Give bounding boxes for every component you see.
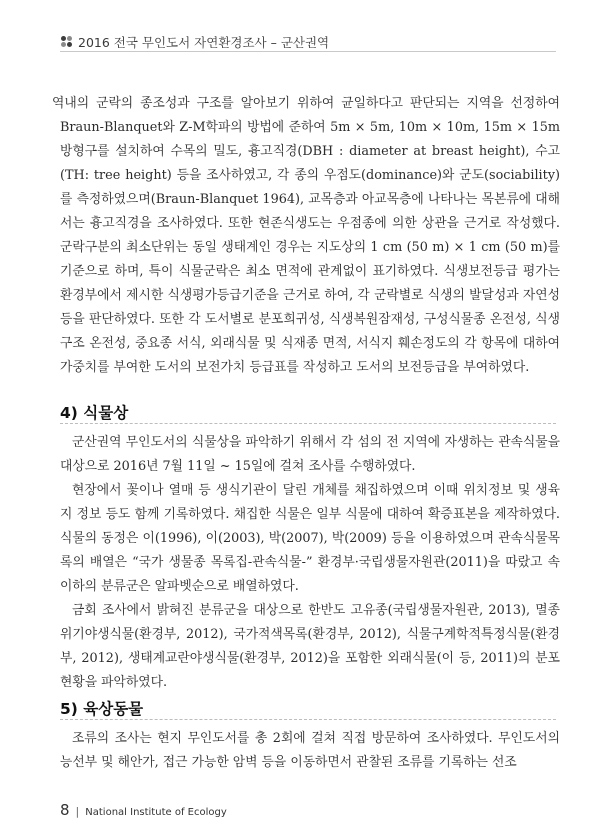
body-paragraph: 조류의 조사는 현지 무인도서를 총 2회에 걸쳐 직접 방문하여 조사하였다. 무인도서의 능선부 및 해안가, 접근 가능한 암벽 등을 이동하면서 관찰된 조류를 기록하는 선조 <box>60 731 560 770</box>
page-number: 8 <box>60 801 70 819</box>
header-bullet-icon <box>61 36 73 48</box>
header-dot <box>61 42 66 47</box>
header-dot <box>61 36 66 41</box>
running-header-title: 2016 전국 무인도서 자연환경조사 – 군산권역 <box>78 35 330 50</box>
section-heading-flora: 4) 식물상 <box>60 404 129 422</box>
body-paragraph: 금회 조사에서 밝혀진 분류군을 대상으로 한반도 고유종(국립생물자원관, 2013), 멸종위기야생식물(환경부, 2012), 국가적색목록(환경부, 2012), 식물구계학적특정식물(환경부, 2012), 생태계교란야생식물(환경부, 2012)을 포함한 외래식물(이 등, 2011)의 분포현황을 파악하였다. <box>60 603 560 690</box>
header-dot <box>67 42 72 47</box>
section-heading-terrestrial-animals: 5) 육상동물 <box>60 700 144 718</box>
body-paragraph: 군산권역 무인도서의 식물상을 파악하기 위해서 각 섬의 전 지역에 자생하는 관속식물을 대상으로 2016년 7월 11일 ~ 15일에 걸쳐 조사를 수행하였다. <box>60 435 560 474</box>
header-dot <box>67 36 72 41</box>
footer-institution: National Institute of Ecology <box>85 807 227 818</box>
page-footer <box>60 800 227 819</box>
section-divider <box>60 719 556 720</box>
section-divider <box>60 423 556 424</box>
page-header <box>0 0 616 56</box>
header-divider <box>60 51 556 52</box>
footer-separator: | <box>75 805 80 818</box>
body-paragraph: 현장에서 꽃이나 열매 등 생식기관이 달린 개체를 채집하였으며 이때 위치정보 및 생육지 정보 등도 함께 기록하였다. 채집한 식물은 일부 식물에 대하여 확증표본을 제작하였다. 식물의 동정은 이(1996), 이(2003), 박(2007), 박(2009) 등을 이용하였으며 관속식물목록의 배열은 “국가 생물종 목록집-관속식물-” 환경부·국립생물자원관(2011)을 따랐고 속 이하의 분류군은 알파벳순으로 배열하였다. <box>60 483 560 594</box>
body-paragraph: 역내의 군락의 종조성과 구조를 알아보기 위하여 균일하다고 판단되는 지역을 선정하여 Braun-Blanquet와 Z-M학파의 방법에 준하여 5m × 5m, 10m × 10m, 15m × 15m 방형구를 설치하여 수목의 밀도, 흉고직경(DBH : diameter at breast height), 수고(TH: tree height) 등을 조사하였고, 각 종의 우점도(dominance)와 군도(sociability)를 측정하였으며(Braun-Blanquet 1964), 교목층과 아교목층에 나타나는 목본류에 대해서는 흉고직경을 조사하였다. 또한 현존식생도는 우점종에 의한 상관을 근거로 작성했다. 군락구분의 최소단위는 동일 생태계인 경우는 지도상의 1 cm (50 m) × 1 cm (50 m)를 기준으로 하며, 특이 식물군락은 최소 면적에 관계없이 표기하였다. 식생보전등급 평가는 환경부에서 제시한 식생평가등급기준을 근거로 하여, 각 군락별로 식생의 발달성과 자연성 등을 판단하였다. 또한 각 도서별로 분포희귀성, 식생복원잠재성, 구성식물종 온전성, 식생구조 온전성, 중요종 서식, 외래식물 및 식재종 면적, 서식지 훼손정도의 각 항목에 대하여 가중치를 부여한 도서의 보전가치 등급표를 작성하고 도서의 보전등급을 부여하였다. <box>52 96 561 375</box>
